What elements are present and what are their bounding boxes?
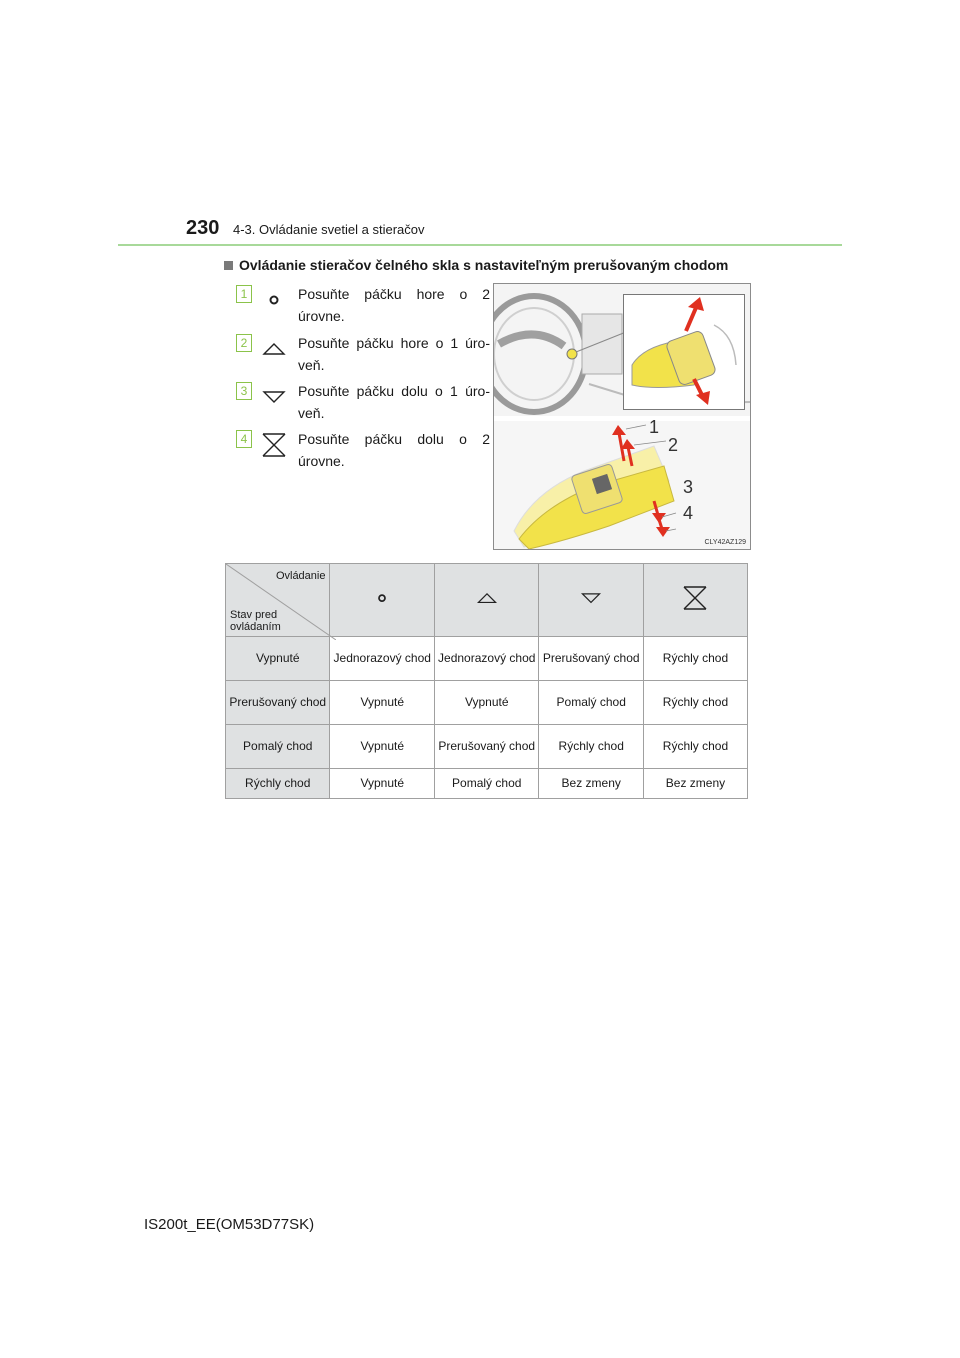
wiper-up-icon [262, 336, 286, 364]
step-number: 3 [236, 382, 252, 400]
table-cell: Prerušovaný chod [539, 637, 643, 681]
step-text: Posuňte páčku dolu o 1 úro-veň. [298, 383, 490, 421]
table-cell: Vypnuté [330, 681, 435, 725]
table-cell: Bez zmeny [539, 769, 643, 799]
step-1 [236, 285, 492, 325]
table-row [226, 681, 748, 725]
header-rule [118, 244, 842, 246]
step-number: 4 [236, 430, 252, 448]
table-cell: Vypnuté [226, 637, 330, 681]
bullet-square-icon [224, 261, 233, 270]
wiper-down-two-icon [683, 585, 707, 613]
corner-label-state [230, 609, 281, 633]
step-number: 1 [236, 285, 252, 303]
table-cell: Vypnuté [330, 769, 435, 799]
step-2 [236, 334, 492, 374]
table-cell: Jednorazový chod [330, 637, 435, 681]
section-heading [224, 257, 728, 273]
table-cell: Pomalý chod [434, 769, 539, 799]
wiper-up-icon [475, 587, 499, 611]
table-cell: Rýchly chod [539, 725, 643, 769]
table-cell: Prerušovaný chod [226, 681, 330, 725]
step-number: 2 [236, 334, 252, 352]
col-up [434, 564, 539, 637]
step-4 [236, 430, 492, 470]
figure-label-1: 1 [649, 417, 660, 437]
lever-positions-view [494, 417, 750, 549]
lever-closeup [624, 295, 744, 409]
table-cell: Rýchly chod [226, 769, 330, 799]
table-row [226, 769, 748, 799]
corner-label-operation: Ovládanie [275, 570, 326, 582]
dashboard-view [494, 284, 750, 416]
wiper-down-icon [262, 384, 286, 412]
step-text: Posuňte páčku hore o 2 úrovne. [298, 286, 490, 324]
table-header-row [226, 564, 748, 637]
section-title: 4-3. Ovládanie svetiel a stieračov [233, 222, 425, 237]
figure-label-3: 3 [683, 477, 694, 497]
table-cell: Vypnuté [330, 725, 435, 769]
footer-model-code: IS200t_EE(OM53D77SK) [144, 1216, 315, 1233]
col-down [539, 564, 643, 637]
table-cell: Bez zmeny [643, 769, 747, 799]
table-row [226, 725, 748, 769]
wiper-down-two-icon [262, 432, 286, 460]
col-mist [330, 564, 435, 637]
wiper-lever-figure [493, 283, 751, 550]
lever-inset [623, 294, 745, 410]
wiper-down-icon [579, 587, 603, 611]
corner-label-state-line1: Stav pred [230, 609, 278, 621]
figure-label-4: 4 [683, 503, 694, 523]
table-corner-cell [226, 564, 330, 637]
table-cell: Rýchly chod [643, 637, 747, 681]
wiper-mist-icon [262, 287, 286, 315]
lever-positions-illustration [494, 421, 750, 549]
page-number: 230 [186, 217, 220, 239]
heading-text: Ovládanie stieračov čelného skla s nastaviteľným prerušovaným chodom [239, 257, 729, 273]
table-cell: Rýchly chod [643, 725, 747, 769]
col-down-two [643, 564, 747, 637]
operation-table [225, 563, 748, 799]
figure-label-2: 2 [668, 435, 679, 455]
table-cell: Pomalý chod [226, 725, 330, 769]
table-cell: Rýchly chod [643, 681, 747, 725]
table-cell: Pomalý chod [539, 681, 643, 725]
figure-code: CLY42AZ129 [704, 539, 746, 546]
wiper-mist-icon [370, 587, 394, 611]
step-text: Posuňte páčku hore o 1 úro-veň. [298, 335, 490, 373]
table-cell: Vypnuté [434, 681, 539, 725]
table-cell: Prerušovaný chod [434, 725, 539, 769]
corner-label-state-line2: ovládaním [230, 621, 281, 633]
table-cell: Jednorazový chod [434, 637, 539, 681]
table-row [226, 637, 748, 681]
step-text: Posuňte páčku dolu o 2 úrovne. [298, 431, 490, 469]
step-3 [236, 382, 492, 422]
